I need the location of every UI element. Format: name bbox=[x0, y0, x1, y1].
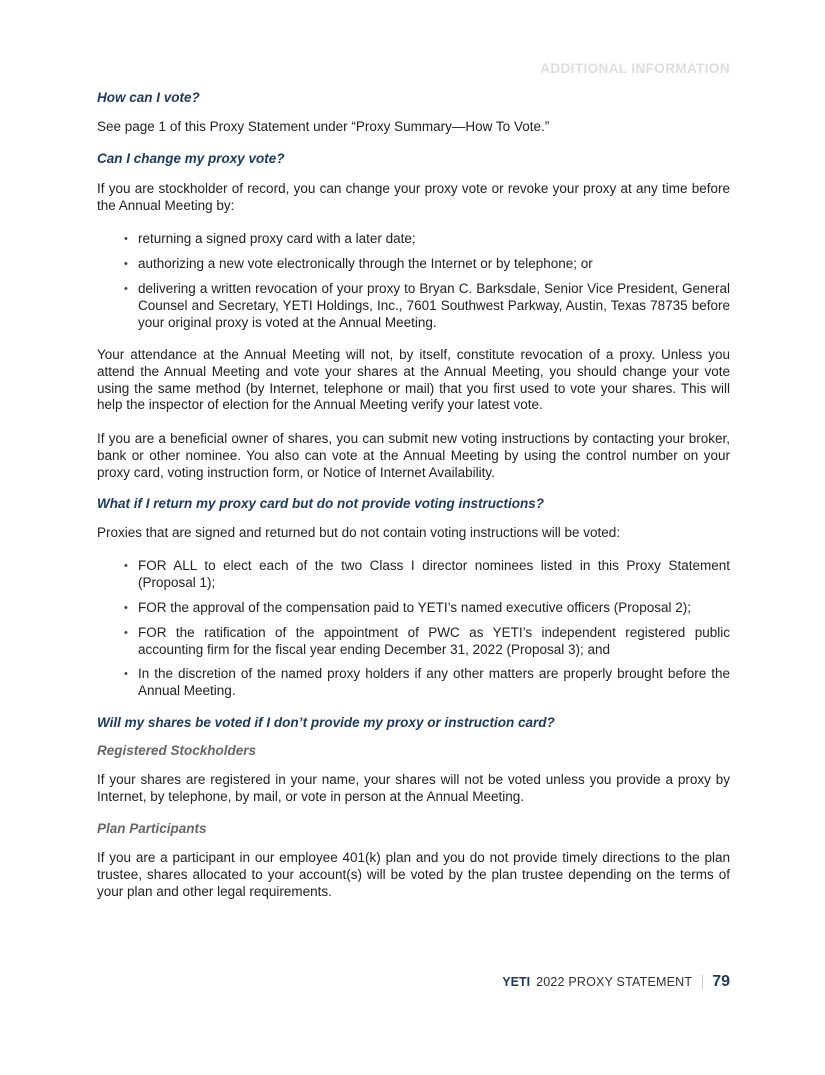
question-change-proxy: Can I change my proxy vote? bbox=[97, 151, 285, 166]
list-item: • authorizing a new vote electronically through the Internet or by telephone; or bbox=[138, 256, 730, 273]
list-item: • FOR ALL to elect each of the two Class I director nominees listed in this Proxy Statement (Proposal 1); bbox=[138, 558, 730, 592]
question-no-instructions: What if I return my proxy card but do not provide voting instructions? bbox=[97, 496, 545, 511]
subheading-registered-stockholders: Registered Stockholders bbox=[97, 743, 257, 758]
footer-divider bbox=[702, 975, 703, 989]
plan-participants-text: If you are a participant in our employee 401(k) plan and you do not provide timely directions to the plan trustee, shares allocated to your account(s) will be voted by the plan trustee depending on the terms of your plan and other legal requirements. bbox=[97, 850, 730, 899]
subheading-plan-participants: Plan Participants bbox=[97, 821, 207, 836]
change-proxy-beneficial: If you are a beneficial owner of shares, you can submit new voting instructions by contacting your broker, bank or other nominee. You also can vote at the Annual Meeting by using the control number on your proxy card, voting instruction form, or Notice of Internet Availability. bbox=[97, 431, 730, 480]
no-instructions-intro: Proxies that are signed and returned but do not contain voting instructions will be voted: bbox=[97, 525, 621, 540]
list-item: • In the discretion of the named proxy holders if any other matters are properly brought before the Annual Meeting. bbox=[138, 666, 730, 700]
footer-brand: YETI bbox=[502, 975, 531, 989]
page-number: 79 bbox=[712, 973, 730, 990]
list-item: • returning a signed proxy card with a later date; bbox=[138, 231, 730, 248]
list-item: • FOR the ratification of the appointment of PWC as YETI’s independent registered public accounting firm for the fiscal year ending December 31, 2022 (Proposal 3); and bbox=[138, 625, 730, 659]
question-shares-voted: Will my shares be voted if I don’t provide my proxy or instruction card? bbox=[97, 715, 555, 730]
change-proxy-attendance: Your attendance at the Annual Meeting will not, by itself, constitute revocation of a proxy. Unless you attend the Annual Meeting and vote your shares at the Annual Meeting, you should change your vote using the same method (by Internet, telephone or mail) that you first used to vote your shares. This will help the inspector of election for the Annual Meeting verify your latest vote. bbox=[97, 347, 730, 413]
change-proxy-intro: If you are stockholder of record, you can change your proxy vote or revoke your proxy at any time before the Annual Meeting by: bbox=[97, 181, 730, 213]
answer-how-to-vote: See page 1 of this Proxy Statement under “Proxy Summary—How To Vote.” bbox=[97, 119, 550, 134]
question-how-to-vote: How can I vote? bbox=[97, 90, 200, 105]
registered-stockholders-text: If your shares are registered in your name, your shares will not be voted unless you provide a proxy by Internet, by telephone, by mail, or vote in person at the Annual Meeting. bbox=[97, 772, 730, 804]
footer-title: 2022 PROXY STATEMENT bbox=[536, 975, 693, 989]
page-footer bbox=[502, 973, 730, 991]
list-item: • FOR the approval of the compensation paid to YETI’s named executive officers (Proposal 2); bbox=[138, 600, 730, 617]
section-header: ADDITIONAL INFORMATION bbox=[540, 61, 730, 76]
list-item: • delivering a written revocation of your proxy to Bryan C. Barksdale, Senior Vice President, General Counsel and Secretary, YETI Holdings, Inc., 7601 Southwest Parkway, Austin, Texas 78735 before your original proxy is voted at the Annual Meeting. bbox=[138, 281, 730, 331]
